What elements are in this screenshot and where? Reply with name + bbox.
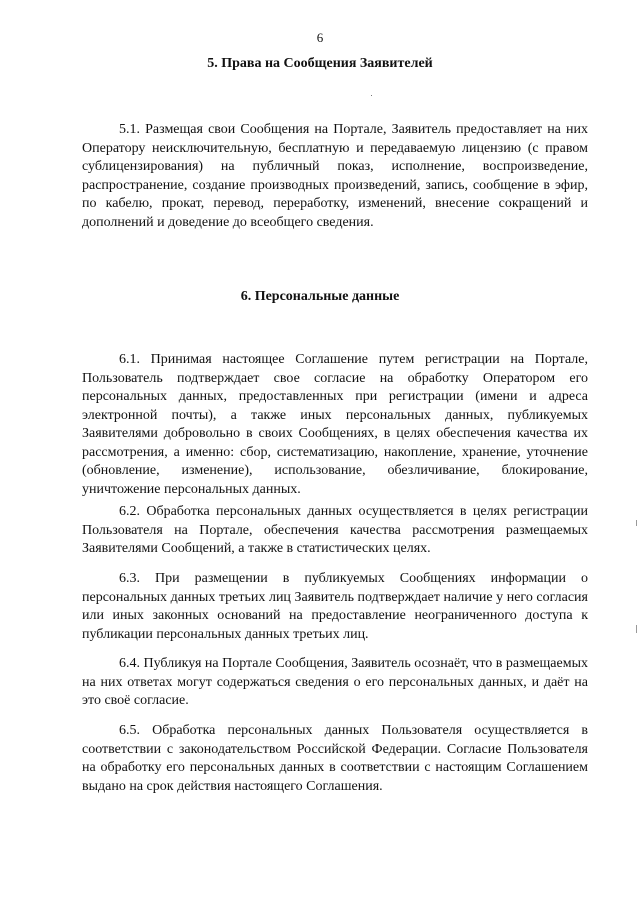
paragraph-5-1: 5.1. Размещая свои Сообщения на Портале, Заявитель предоставляет на них Оператору неисключительную, бесплатную и передаваемую лицензию (с правом сублицензирования) на публичный показ, исполнение, воспроизведение, распространение, создание производных произведений, запись, сообщение в эфир, по кабелю, прокат, перевод, переработку, изменений, внесение сокращений и дополнений и доведение до всеобщего сведения. [82, 122, 588, 230]
page-number: 6 [316, 30, 324, 45]
paragraph-6-5: 6.5. Обработка персональных данных Пользователя осуществляется в соответствии с законодательством Российской Федерации. Согласие Пользователя на обработку его персональных данных в соответствии с настоящим Соглашением выдано на срок действия настоящего Соглашения. [82, 723, 588, 794]
scan-margin-mark [636, 520, 637, 526]
paragraph-6-2: 6.2. Обработка персональных данных осуществляется в целях регистрации Пользователя на Портале, обеспечения качества рассмотрения размещаемых Заявителями Сообщений, а также в статистических целях. [82, 504, 588, 556]
paragraph-6-4: 6.4. Публикуя на Портале Сообщения, Заявитель осознаёт, что в размещаемых на них ответах могут содержаться сведения о его персональных данных, и даёт на это своё согласие. [82, 656, 588, 708]
paragraph-6-3: 6.3. При размещении в публикуемых Сообщениях информации о персональных данных третьих лиц Заявитель подтверждает наличие у него согласия или иных законных оснований на предоставление неограниченного доступа к публикации персональных данных третьих лиц. [82, 571, 588, 642]
paragraph-6-1: 6.1. Принимая настоящее Соглашение путем регистрации на Портале, Пользователь подтверждает свое согласие на обработку Оператором его персональных данных, предоставленных при регистрации (имени и адреса электронной почты), а также иных персональных данных, публикуемых Заявителями добровольно в своих Сообщениях, в целях обеспечения качества их рассмотрения, а именно: сбор, систематизацию, накопление, хранение, уточнение (обновление, изменение), использование, обезличивание, блокирование, уничтожение персональных данных. [82, 352, 588, 497]
section-6-heading: 6. Персональные данные [240, 289, 400, 304]
scan-margin-mark [636, 625, 637, 633]
scan-speck [371, 95, 372, 96]
section-5-heading: 5. Права на Сообщения Заявителей [207, 56, 433, 71]
